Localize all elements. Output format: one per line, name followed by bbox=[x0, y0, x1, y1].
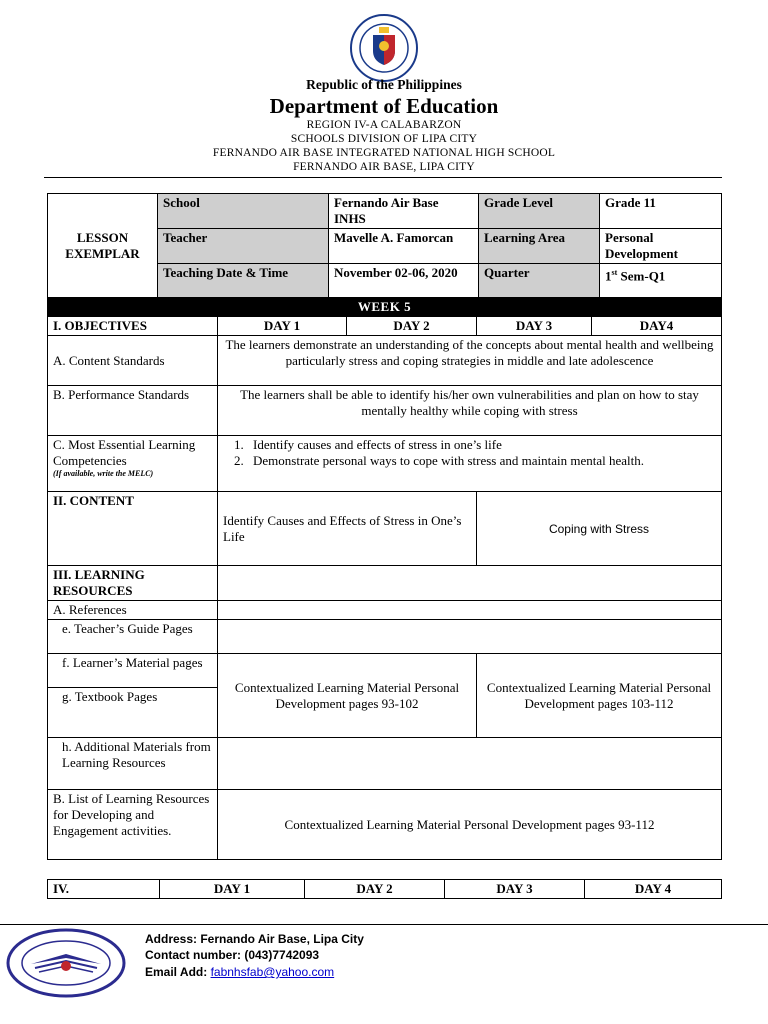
textbook-pages-label: g. Textbook Pages bbox=[48, 688, 218, 738]
resources-empty bbox=[218, 566, 722, 601]
procedures-header-table bbox=[47, 879, 722, 899]
lesson-exemplar-title: LESSON EXEMPLAR bbox=[48, 194, 158, 298]
content-day12: Identify Causes and Effects of Stress in One’s Life bbox=[218, 492, 477, 566]
division-line: SCHOOLS DIVISION OF LIPA CITY bbox=[290, 133, 478, 145]
melc-label-cell bbox=[48, 436, 218, 492]
melc-label: C. Most Essential Learning Competencies bbox=[53, 437, 196, 468]
school-value: Fernando Air Base INHS bbox=[329, 194, 479, 229]
date-label: Teaching Date & Time bbox=[158, 264, 329, 298]
melc-item: 1. Identify causes and effects of stress in one’s life bbox=[247, 437, 716, 453]
lesson-plan-table bbox=[47, 297, 722, 860]
bottom-day1: DAY 1 bbox=[160, 880, 305, 899]
bottom-day2: DAY 2 bbox=[305, 880, 445, 899]
area-label: Learning Area bbox=[479, 229, 600, 264]
teachers-guide-label: e. Teacher’s Guide Pages bbox=[48, 620, 218, 654]
content-label: II. CONTENT bbox=[48, 492, 218, 566]
footer-contact: Contact number: (043)7742093 bbox=[145, 948, 320, 962]
objectives-header: I. OBJECTIVES bbox=[48, 317, 218, 336]
resources-label: III. LEARNING RESOURCES bbox=[48, 566, 218, 601]
day2-header: DAY 2 bbox=[347, 317, 477, 336]
melc-list bbox=[223, 437, 716, 469]
quarter-label: Quarter bbox=[479, 264, 600, 298]
footer-email-link[interactable]: fabnhsfab@yahoo.com bbox=[210, 965, 335, 979]
melc-list-cell bbox=[218, 436, 722, 492]
references-label: A. References bbox=[48, 601, 218, 620]
week-banner: WEEK 5 bbox=[48, 298, 722, 317]
header-divider bbox=[44, 177, 722, 178]
region-line: REGION IV-A CALABARZON bbox=[306, 119, 462, 131]
clm-day12: Contextualized Learning Material Personal Development pages 93-102 bbox=[218, 654, 477, 738]
learners-material-label: f. Learner’s Material pages bbox=[48, 654, 218, 688]
performance-standards-label: B. Performance Standards bbox=[48, 386, 218, 436]
address-line: FERNANDO AIR BASE, LIPA CITY bbox=[293, 161, 475, 173]
list-resources-label: B. List of Learning Resources for Developing and Engagement activities. bbox=[48, 790, 218, 860]
school-line: FERNANDO AIR BASE INTEGRATED NATIONAL HIGH SCHOOL bbox=[212, 147, 556, 159]
footer-address: Address: Fernando Air Base, Lipa City bbox=[145, 932, 364, 946]
teacher-value: Mavelle A. Famorcan bbox=[329, 229, 479, 264]
content-standards-label: A. Content Standards bbox=[48, 336, 218, 386]
department-title: Department of Education bbox=[269, 94, 499, 118]
content-day34: Coping with Stress bbox=[477, 492, 722, 566]
school-logo-icon bbox=[5, 928, 127, 998]
references-empty bbox=[218, 601, 722, 620]
day3-header: DAY 3 bbox=[477, 317, 592, 336]
grade-value: Grade 11 bbox=[600, 194, 722, 229]
bottom-day3: DAY 3 bbox=[445, 880, 585, 899]
additional-materials-empty bbox=[218, 738, 722, 790]
school-label: School bbox=[158, 194, 329, 229]
content-standards-text: The learners demonstrate an understanding of the concepts about mental health and wellbeing particularly stress and coping strategies in middle and late adolescence bbox=[218, 336, 722, 386]
deped-seal-icon bbox=[349, 13, 419, 83]
additional-materials-label: h. Additional Materials from Learning Resources bbox=[48, 738, 218, 790]
teacher-label: Teacher bbox=[158, 229, 329, 264]
date-value: November 02-06, 2020 bbox=[329, 264, 479, 298]
performance-standards-text: The learners shall be able to identify his/her own vulnerabilities and plan on how to stay mentally healthy while coping with stress bbox=[218, 386, 722, 436]
clm-day34: Contextualized Learning Material Personal Development pages 103-112 bbox=[477, 654, 722, 738]
day4-header: DAY4 bbox=[592, 317, 722, 336]
teachers-guide-empty bbox=[218, 620, 722, 654]
lesson-info-table bbox=[47, 193, 722, 298]
quarter-value: 1st Sem-Q1 bbox=[600, 264, 722, 298]
footer-email-line bbox=[145, 965, 334, 979]
melc-item: 2. Demonstrate personal ways to cope with stress and maintain mental health. bbox=[247, 453, 716, 469]
procedures-label: IV. bbox=[48, 880, 160, 899]
day1-header: DAY 1 bbox=[218, 317, 347, 336]
melc-note: (If available, write the MELC) bbox=[53, 469, 154, 478]
republic-line: Republic of the Philippines bbox=[306, 77, 462, 92]
list-resources-text: Contextualized Learning Material Personal Development pages 93-112 bbox=[218, 790, 722, 860]
bottom-day4: DAY 4 bbox=[585, 880, 722, 899]
grade-label: Grade Level bbox=[479, 194, 600, 229]
area-value: Personal Development bbox=[600, 229, 722, 264]
footer-email-label: Email Add: bbox=[145, 965, 211, 979]
footer-divider bbox=[0, 924, 768, 925]
